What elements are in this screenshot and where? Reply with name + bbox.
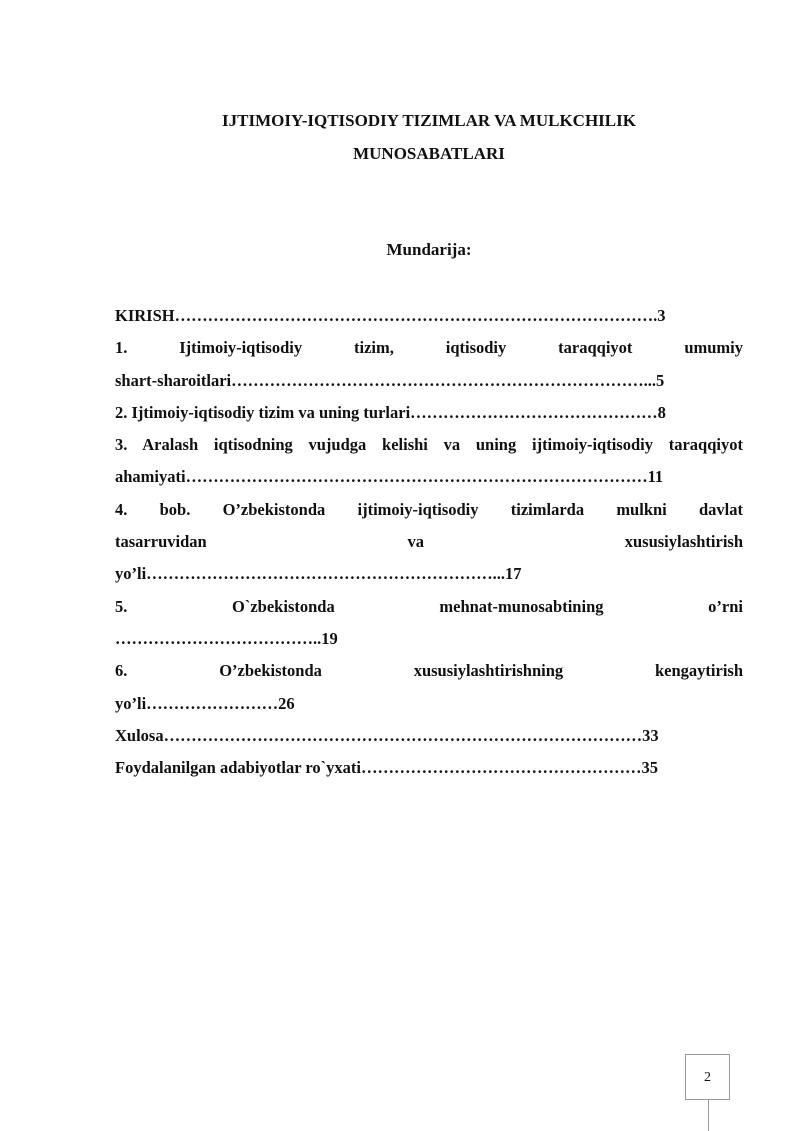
toc-entry-2: 2. Ijtimoiy-iqtisodiy tizim va uning turlari………………………………………8 [115, 402, 666, 422]
toc-entry-3-line-1: 3. Aralash iqtisodning vujudga kelishi va uning ijtimoiy-iqtisodiy taraqqiyot [115, 435, 743, 455]
toc-entry-4-line-2: tasarruvidan va xususiylashtirish [115, 532, 744, 552]
toc-entry-4-line-3: yo’li………………………………………………………...17 [115, 564, 522, 584]
page-number-connector-line [708, 1100, 709, 1131]
toc-entry-1-line-1: 1. Ijtimoiy-iqtisodiy tizim, iqtisodiy taraqqiyot umumiy [115, 338, 743, 358]
toc-entry-xulosa: Xulosa……………………………………………………………………………33 [115, 725, 659, 745]
toc-entry-6-line-1: 6. O’zbekistonda xususiylashtirishning kengaytirish [115, 661, 743, 681]
page-number-box [685, 1054, 730, 1100]
title-line-2: MUNOSABATLARI [353, 144, 505, 163]
toc-entry-4-line-1: 4. bob. O’zbekistonda ijtimoiy-iqtisodiy tizimlarda mulkni davlat [115, 499, 744, 519]
table-of-contents [115, 300, 743, 784]
toc-entry-1-line-2: shart-sharoitlari…………………………………………………………………...5 [115, 370, 665, 390]
page-number: 2 [704, 1070, 711, 1085]
toc-entry-5-line-1: 5. O`zbekistonda mehnat-munosabtining o’rni [115, 596, 743, 616]
toc-entry-foydalanilgan: Foydalanilgan adabiyotlar ro`yxati……………………………………………35 [115, 758, 659, 778]
title-line-1: IJTIMOIY-IQTISODIY TIZIMLAR VA MULKCHILIK [222, 111, 636, 130]
document-title [115, 104, 743, 170]
toc-entry-3-line-2: ahamiyati…………………………………………………………………………11 [115, 467, 664, 487]
toc-entry-5-line-2: ………………………………..19 [115, 628, 338, 648]
toc-heading: Mundarija: [386, 240, 472, 259]
toc-entry-kirish: KIRISH…………………………………………………………………………….3 [115, 306, 666, 325]
toc-entry-6-line-2: yo’li……………………26 [115, 693, 295, 713]
